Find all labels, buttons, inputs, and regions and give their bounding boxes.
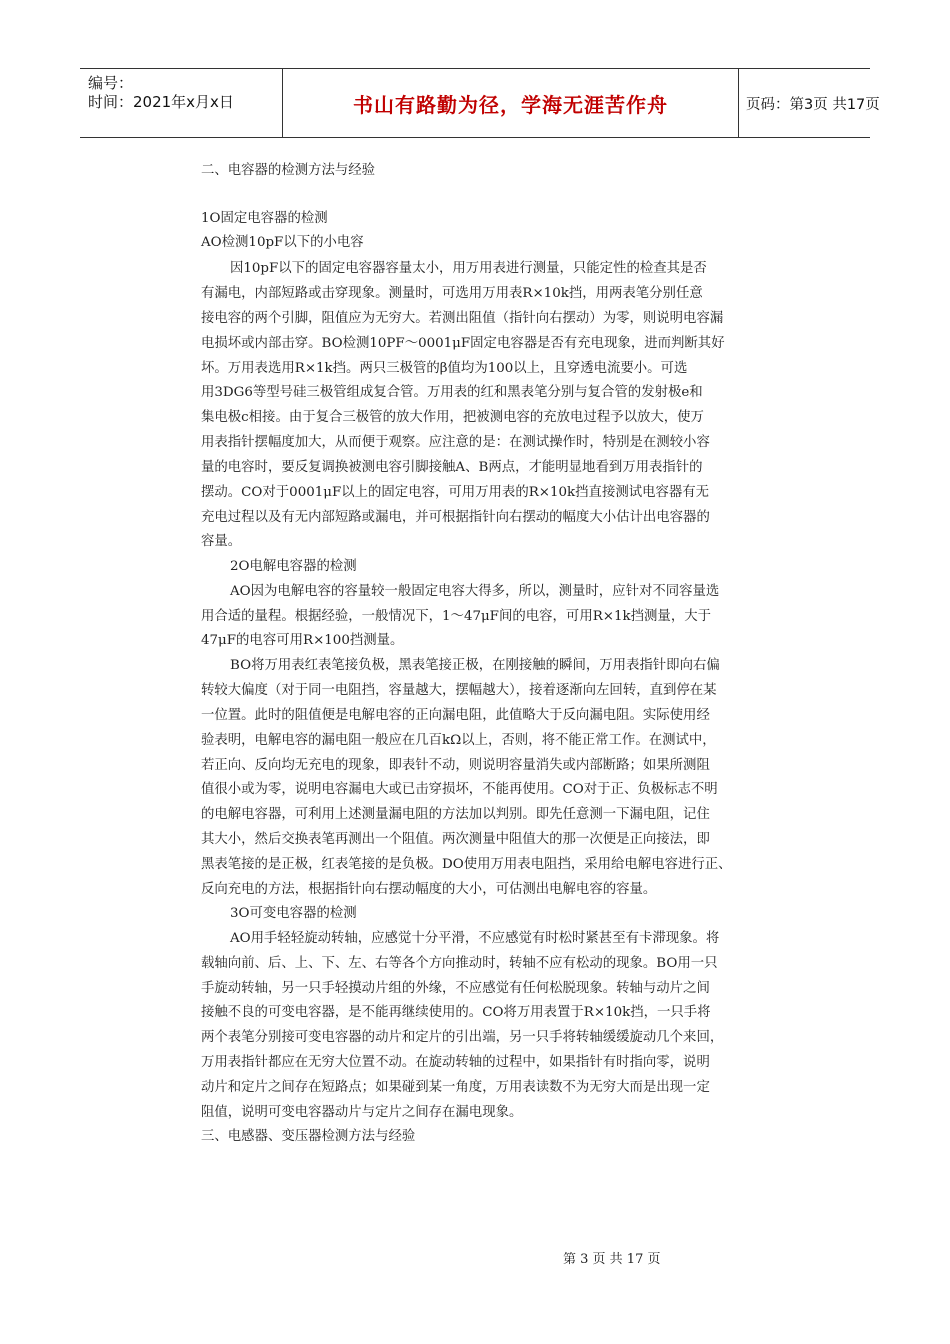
paragraph-line: 摆动。CO对于0001μF以上的固定电容，可用万用表的R×10k挡直接测试电容器有无 — [201, 485, 710, 500]
paragraph-line: 因10pF以下的固定电容器容量太小，用万用表进行测量，只能定性的检查其是否 — [230, 261, 707, 276]
header-motto-cell — [282, 69, 739, 137]
document-number-label: 编号： — [88, 74, 134, 92]
header-meta-cell — [80, 69, 282, 137]
paragraph-line: 阻值，说明可变电容器动片与定片之间存在漏电现象。 — [201, 1105, 523, 1120]
page-footer: 第 3 页 共 17 页 — [563, 1252, 661, 1267]
paragraph-line: 万用表指针都应在无穷大位置不动。在旋动转轴的过程中，如果指针有时指向零，说明 — [201, 1055, 710, 1070]
paragraph-line: 载轴向前、后、上、下、左、右等各个方向推动时，转轴不应有松动的现象。BO用一只 — [201, 956, 718, 971]
paragraph-line: 集电极c相接。由于复合三极管的放大作用，把被测电容的充放电过程予以放大，使万 — [201, 410, 704, 425]
paragraph-line: AO用手轻轻旋动转轴，应感觉十分平滑，不应感觉有时松时紧甚至有卡滞现象。将 — [230, 931, 720, 946]
subsection-heading: 1O固定电容器的检测 — [201, 211, 328, 226]
paragraph-line: 黑表笔接的是正极，红表笔接的是负极。DO使用万用表电阻挡，采用给电解电容进行正、 — [201, 857, 732, 872]
subsection-heading: 3O可变电容器的检测 — [230, 906, 357, 921]
paragraph-line: 用合适的量程。根据经验，一般情况下，1～47μF间的电容，可用R×1k挡测量，大于 — [201, 609, 711, 624]
paragraph-line: 两个表笔分别接可变电容器的动片和定片的引出端，另一只手将转轴缓缓旋动几个来回， — [201, 1030, 724, 1045]
paragraph-line: 其大小，然后交换表笔再测出一个阻值。两次测量中阻值大的那一次便是正向接法，即 — [201, 832, 710, 847]
paragraph-line: 值很小或为零，说明电容漏电大或已击穿损坏，不能再使用。CO对于正、负极标志不明 — [201, 782, 718, 797]
paragraph-line: AO因为电解电容的容量较一般固定电容大得多，所以，测量时，应针对不同容量选 — [230, 584, 720, 599]
header-page-code: 页码：第3页 共17页 — [746, 96, 880, 113]
paragraph-line: 接电容的两个引脚，阻值应为无穷大。若测出阻值（指针向右摆动）为零，则说明电容漏 — [201, 311, 724, 326]
paragraph-line: 三、电感器、变压器检测方法与经验 — [201, 1129, 416, 1144]
paragraph-line: 用表指针摆幅度加大，从而便于观察。应注意的是：在测试操作时，特别是在测较小容 — [201, 435, 710, 450]
section-heading: 二、电容器的检测方法与经验 — [201, 163, 376, 178]
header-page-cell — [738, 69, 880, 137]
header-motto: 书山有路勤为径，学海无涯苦作舟 — [353, 92, 668, 117]
paragraph-heading: AO检测10pF以下的小电容 — [201, 235, 364, 250]
paragraph-line: 若正向、反向均无充电的现象，即表针不动，则说明容量消失或内部断路；如果所测阻 — [201, 758, 710, 773]
subsection-heading: 2O电解电容器的检测 — [230, 559, 357, 574]
paragraph-line: 电损坏或内部击穿。BO检测10PF～0001μF固定电容器是否有充电现象，进而判断其好 — [201, 336, 725, 351]
paragraph-line: 手旋动转轴，另一只手轻摸动片组的外缘，不应感觉有任何松脱现象。转轴与动片之间 — [201, 981, 710, 996]
paragraph-line: 充电过程以及有无内部短路或漏电，并可根据指针向右摆动的幅度大小估计出电容器的 — [201, 510, 710, 525]
paragraph-line: 47μF的电容可用R×100挡测量。 — [201, 633, 404, 648]
paragraph-line: 用3DG6等型号硅三极管组成复合管。万用表的红和黑表笔分别与复合管的发射极e和 — [201, 385, 703, 400]
paragraph-line: 坏。万用表选用R×1k挡。两只三极管的β值均为100以上，且穿透电流要小。可选 — [201, 361, 688, 376]
paragraph-line: 容量。 — [201, 534, 242, 549]
paragraph-line: 接触不良的可变电容器，是不能再继续使用的。CO将万用表置于R×10k挡，一只手将 — [201, 1005, 711, 1020]
page-header — [80, 68, 880, 138]
document-date-label: 时间：2021年x月x日 — [88, 93, 234, 111]
paragraph-line: 反向充电的方法，根据指针向右摆动幅度的大小，可估测出电解电容的容量。 — [201, 882, 657, 897]
paragraph-line: 的电解电容器，可利用上述测量漏电阻的方法加以判别。即先任意测一下漏电阻，记住 — [201, 807, 710, 822]
paragraph-line: 动片和定片之间存在短路点；如果碰到某一角度，万用表读数不为无穷大而是出现一定 — [201, 1080, 710, 1095]
paragraph-line: 量的电容时，要反复调换被测电容引脚接触A、B两点，才能明显地看到万用表指针的 — [201, 460, 703, 475]
paragraph-line: 转较大偏度（对于同一电阻挡，容量越大，摆幅越大），接着逐渐向左回转，直到停在某 — [201, 683, 717, 698]
paragraph-line: 一位置。此时的阻值便是电解电容的正向漏电阻，此值略大于反向漏电阻。实际使用经 — [201, 708, 710, 723]
paragraph-line: BO将万用表红表笔接负极，黑表笔接正极，在刚接触的瞬间，万用表指针即向右偏 — [230, 658, 720, 673]
paragraph-line: 有漏电，内部短路或击穿现象。测量时，可选用万用表R×10k挡，用两表笔分别任意 — [201, 286, 703, 301]
paragraph-line: 验表明，电解电容的漏电阻一般应在几百kΩ以上，否则，将不能正常工作。在测试中， — [201, 733, 716, 748]
